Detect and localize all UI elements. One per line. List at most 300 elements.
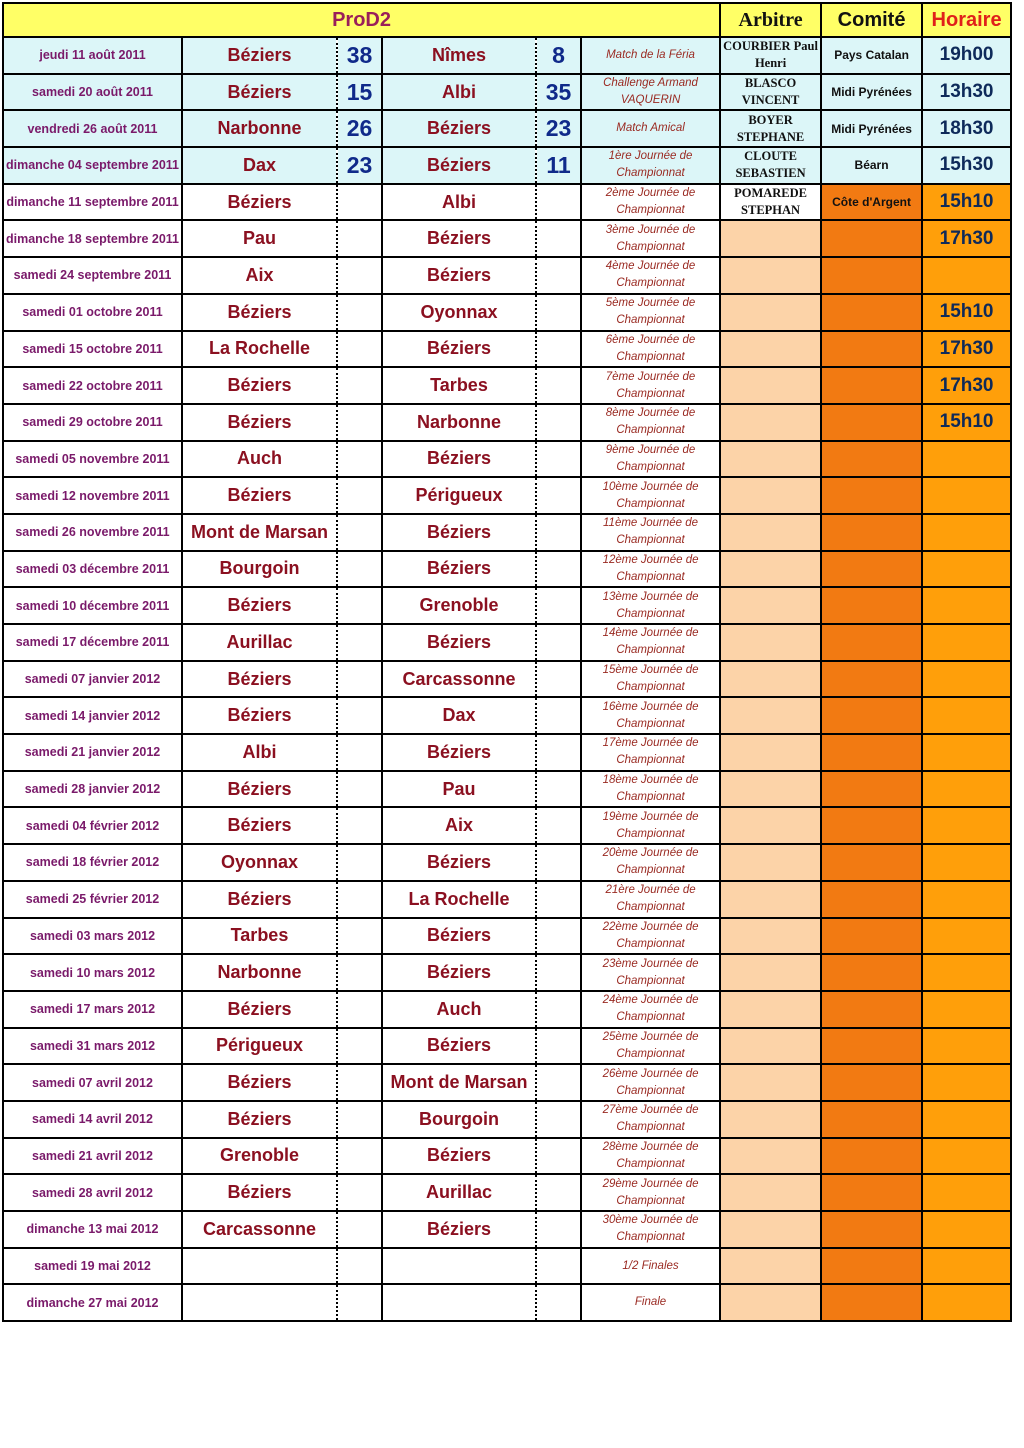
table-row bbox=[3, 257, 1011, 294]
home-score bbox=[337, 514, 382, 551]
match-event: Finale bbox=[581, 1284, 720, 1321]
home-team: La Rochelle bbox=[182, 331, 337, 368]
home-score bbox=[337, 918, 382, 955]
match-event: 13ème Journée de Championnat bbox=[581, 587, 720, 624]
arbitre-header: Arbitre bbox=[720, 3, 821, 37]
home-score: 23 bbox=[337, 147, 382, 184]
referee-name bbox=[720, 807, 821, 844]
comite-name: Béarn bbox=[821, 147, 922, 184]
match-event: 17ème Journée de Championnat bbox=[581, 734, 720, 771]
comite-name bbox=[821, 918, 922, 955]
home-team: Béziers bbox=[182, 404, 337, 441]
away-team: Aurillac bbox=[382, 1174, 536, 1211]
referee-name bbox=[720, 1284, 821, 1321]
away-score bbox=[536, 1064, 581, 1101]
match-date: samedi 17 décembre 2011 bbox=[3, 624, 182, 661]
table-row bbox=[3, 1101, 1011, 1138]
home-team: Béziers bbox=[182, 991, 337, 1028]
referee-name bbox=[720, 1064, 821, 1101]
match-date: samedi 10 mars 2012 bbox=[3, 954, 182, 991]
match-event: 1/2 Finales bbox=[581, 1248, 720, 1285]
table-row bbox=[3, 1211, 1011, 1248]
match-event: 30ème Journée de Championnat bbox=[581, 1211, 720, 1248]
match-date: samedi 07 avril 2012 bbox=[3, 1064, 182, 1101]
away-team: Béziers bbox=[382, 954, 536, 991]
kickoff-time bbox=[922, 477, 1011, 514]
match-event: 21ère Journée de Championnat bbox=[581, 881, 720, 918]
table-row bbox=[3, 1284, 1011, 1321]
away-score bbox=[536, 404, 581, 441]
comite-name bbox=[821, 331, 922, 368]
match-event: 14ème Journée de Championnat bbox=[581, 624, 720, 661]
match-date: vendredi 26 août 2011 bbox=[3, 110, 182, 147]
match-event: 12ème Journée de Championnat bbox=[581, 551, 720, 588]
table-row bbox=[3, 514, 1011, 551]
away-score: 35 bbox=[536, 74, 581, 111]
home-team: Pau bbox=[182, 220, 337, 257]
comite-name bbox=[821, 661, 922, 698]
match-event: 6ème Journée de Championnat bbox=[581, 331, 720, 368]
referee-name bbox=[720, 1248, 821, 1285]
table-row bbox=[3, 1028, 1011, 1065]
home-score bbox=[337, 1101, 382, 1138]
match-event: 3ème Journée de Championnat bbox=[581, 220, 720, 257]
away-team: Aix bbox=[382, 807, 536, 844]
referee-name: POMAREDE STEPHAN bbox=[720, 184, 821, 221]
home-team: Bourgoin bbox=[182, 551, 337, 588]
home-team: Grenoble bbox=[182, 1138, 337, 1175]
table-row bbox=[3, 404, 1011, 441]
home-team bbox=[182, 1284, 337, 1321]
referee-name bbox=[720, 918, 821, 955]
home-team: Béziers bbox=[182, 294, 337, 331]
referee-name bbox=[720, 220, 821, 257]
kickoff-time bbox=[922, 1248, 1011, 1285]
match-date: samedi 03 décembre 2011 bbox=[3, 551, 182, 588]
home-team: Béziers bbox=[182, 1064, 337, 1101]
referee-name bbox=[720, 1211, 821, 1248]
comite-name bbox=[821, 441, 922, 478]
home-team: Béziers bbox=[182, 587, 337, 624]
kickoff-time: 15h10 bbox=[922, 294, 1011, 331]
comite-name bbox=[821, 991, 922, 1028]
match-date: samedi 25 février 2012 bbox=[3, 881, 182, 918]
home-score bbox=[337, 624, 382, 661]
referee-name bbox=[720, 257, 821, 294]
match-date: samedi 03 mars 2012 bbox=[3, 918, 182, 955]
away-score bbox=[536, 1248, 581, 1285]
match-event: 28ème Journée de Championnat bbox=[581, 1138, 720, 1175]
referee-name bbox=[720, 1138, 821, 1175]
away-score bbox=[536, 294, 581, 331]
away-score: 8 bbox=[536, 37, 581, 74]
kickoff-time bbox=[922, 1174, 1011, 1211]
kickoff-time bbox=[922, 1101, 1011, 1138]
referee-name bbox=[720, 404, 821, 441]
kickoff-time bbox=[922, 918, 1011, 955]
home-team: Tarbes bbox=[182, 918, 337, 955]
match-event: 1ère Journée de Championnat bbox=[581, 147, 720, 184]
kickoff-time bbox=[922, 1211, 1011, 1248]
table-row bbox=[3, 771, 1011, 808]
home-team: Béziers bbox=[182, 697, 337, 734]
match-event: 24ème Journée de Championnat bbox=[581, 991, 720, 1028]
kickoff-time: 15h10 bbox=[922, 404, 1011, 441]
home-score bbox=[337, 220, 382, 257]
comite-name bbox=[821, 1284, 922, 1321]
match-date: dimanche 18 septembre 2011 bbox=[3, 220, 182, 257]
comite-name: Midi Pyrénées bbox=[821, 110, 922, 147]
table-row bbox=[3, 110, 1011, 147]
kickoff-time bbox=[922, 734, 1011, 771]
away-team: Béziers bbox=[382, 734, 536, 771]
away-score bbox=[536, 441, 581, 478]
table-row bbox=[3, 220, 1011, 257]
comite-name: Midi Pyrénées bbox=[821, 74, 922, 111]
home-team: Béziers bbox=[182, 74, 337, 111]
referee-name bbox=[720, 1028, 821, 1065]
kickoff-time bbox=[922, 624, 1011, 661]
table-row bbox=[3, 477, 1011, 514]
referee-name bbox=[720, 1174, 821, 1211]
comite-name bbox=[821, 697, 922, 734]
home-team: Oyonnax bbox=[182, 844, 337, 881]
kickoff-time bbox=[922, 954, 1011, 991]
referee-name bbox=[720, 734, 821, 771]
away-team: Narbonne bbox=[382, 404, 536, 441]
kickoff-time bbox=[922, 1064, 1011, 1101]
referee-name bbox=[720, 697, 821, 734]
home-score bbox=[337, 1028, 382, 1065]
home-score bbox=[337, 1248, 382, 1285]
kickoff-time bbox=[922, 551, 1011, 588]
home-score bbox=[337, 587, 382, 624]
table-row bbox=[3, 37, 1011, 74]
home-team bbox=[182, 1248, 337, 1285]
match-event: Match de la Féria bbox=[581, 37, 720, 74]
home-team: Albi bbox=[182, 734, 337, 771]
match-event: 16ème Journée de Championnat bbox=[581, 697, 720, 734]
match-date: samedi 21 avril 2012 bbox=[3, 1138, 182, 1175]
comite-name bbox=[821, 1101, 922, 1138]
match-event: 5ème Journée de Championnat bbox=[581, 294, 720, 331]
match-date: samedi 19 mai 2012 bbox=[3, 1248, 182, 1285]
match-event: 18ème Journée de Championnat bbox=[581, 771, 720, 808]
away-team: Dax bbox=[382, 697, 536, 734]
home-score bbox=[337, 477, 382, 514]
away-team: Béziers bbox=[382, 441, 536, 478]
away-score bbox=[536, 918, 581, 955]
match-date: samedi 01 octobre 2011 bbox=[3, 294, 182, 331]
away-score bbox=[536, 587, 581, 624]
kickoff-time: 19h00 bbox=[922, 37, 1011, 74]
header-row bbox=[3, 3, 1011, 37]
kickoff-time: 17h30 bbox=[922, 220, 1011, 257]
table-row bbox=[3, 367, 1011, 404]
match-date: samedi 26 novembre 2011 bbox=[3, 514, 182, 551]
home-score bbox=[337, 404, 382, 441]
home-score bbox=[337, 1138, 382, 1175]
away-score bbox=[536, 551, 581, 588]
away-team: Oyonnax bbox=[382, 294, 536, 331]
kickoff-time bbox=[922, 1138, 1011, 1175]
comite-header: Comité bbox=[821, 3, 922, 37]
table-row bbox=[3, 991, 1011, 1028]
table-row bbox=[3, 661, 1011, 698]
match-event: 29ème Journée de Championnat bbox=[581, 1174, 720, 1211]
kickoff-time bbox=[922, 881, 1011, 918]
home-team: Béziers bbox=[182, 807, 337, 844]
referee-name bbox=[720, 1101, 821, 1138]
away-team bbox=[382, 1248, 536, 1285]
away-score bbox=[536, 1174, 581, 1211]
match-date: samedi 22 octobre 2011 bbox=[3, 367, 182, 404]
comite-name: Côte d'Argent bbox=[821, 184, 922, 221]
kickoff-time bbox=[922, 844, 1011, 881]
home-team: Béziers bbox=[182, 367, 337, 404]
home-score bbox=[337, 184, 382, 221]
kickoff-time bbox=[922, 1028, 1011, 1065]
match-date: samedi 21 janvier 2012 bbox=[3, 734, 182, 771]
comite-name bbox=[821, 954, 922, 991]
home-score bbox=[337, 294, 382, 331]
match-date: samedi 29 octobre 2011 bbox=[3, 404, 182, 441]
comite-name bbox=[821, 220, 922, 257]
away-team: Tarbes bbox=[382, 367, 536, 404]
referee-name bbox=[720, 477, 821, 514]
comite-name bbox=[821, 514, 922, 551]
home-score: 38 bbox=[337, 37, 382, 74]
away-team: Béziers bbox=[382, 1211, 536, 1248]
match-date: samedi 20 août 2011 bbox=[3, 74, 182, 111]
referee-name bbox=[720, 771, 821, 808]
home-team: Aurillac bbox=[182, 624, 337, 661]
away-score bbox=[536, 697, 581, 734]
referee-name bbox=[720, 587, 821, 624]
away-team: Carcassonne bbox=[382, 661, 536, 698]
home-score bbox=[337, 661, 382, 698]
away-score bbox=[536, 844, 581, 881]
away-score bbox=[536, 367, 581, 404]
home-team: Béziers bbox=[182, 37, 337, 74]
home-team: Béziers bbox=[182, 771, 337, 808]
match-event: 8ème Journée de Championnat bbox=[581, 404, 720, 441]
comite-name bbox=[821, 367, 922, 404]
home-team: Dax bbox=[182, 147, 337, 184]
match-event: 11ème Journée de Championnat bbox=[581, 514, 720, 551]
home-score bbox=[337, 367, 382, 404]
match-event: Match Amical bbox=[581, 110, 720, 147]
home-team: Aix bbox=[182, 257, 337, 294]
home-team: Béziers bbox=[182, 661, 337, 698]
away-team: Pau bbox=[382, 771, 536, 808]
match-date: samedi 31 mars 2012 bbox=[3, 1028, 182, 1065]
table-row bbox=[3, 184, 1011, 221]
away-team: Béziers bbox=[382, 1138, 536, 1175]
home-score bbox=[337, 1064, 382, 1101]
table-row bbox=[3, 1174, 1011, 1211]
home-team: Mont de Marsan bbox=[182, 514, 337, 551]
away-team: Béziers bbox=[382, 220, 536, 257]
away-score bbox=[536, 771, 581, 808]
comite-name bbox=[821, 551, 922, 588]
away-team: Béziers bbox=[382, 257, 536, 294]
home-team: Périgueux bbox=[182, 1028, 337, 1065]
home-score bbox=[337, 257, 382, 294]
match-date: samedi 28 avril 2012 bbox=[3, 1174, 182, 1211]
table-row bbox=[3, 734, 1011, 771]
comite-name bbox=[821, 477, 922, 514]
referee-name bbox=[720, 991, 821, 1028]
referee-name: BLASCO VINCENT bbox=[720, 74, 821, 111]
match-event: 9ème Journée de Championnat bbox=[581, 441, 720, 478]
comite-name bbox=[821, 734, 922, 771]
match-date: samedi 15 octobre 2011 bbox=[3, 331, 182, 368]
away-score bbox=[536, 257, 581, 294]
kickoff-time: 13h30 bbox=[922, 74, 1011, 111]
away-score bbox=[536, 514, 581, 551]
match-date: samedi 17 mars 2012 bbox=[3, 991, 182, 1028]
referee-name bbox=[720, 844, 821, 881]
away-team: Périgueux bbox=[382, 477, 536, 514]
away-score bbox=[536, 1028, 581, 1065]
away-score bbox=[536, 477, 581, 514]
kickoff-time bbox=[922, 771, 1011, 808]
referee-name bbox=[720, 881, 821, 918]
match-date: samedi 28 janvier 2012 bbox=[3, 771, 182, 808]
table-row bbox=[3, 74, 1011, 111]
match-event: 25ème Journée de Championnat bbox=[581, 1028, 720, 1065]
comite-name bbox=[821, 294, 922, 331]
match-date: samedi 12 novembre 2011 bbox=[3, 477, 182, 514]
table-row bbox=[3, 881, 1011, 918]
away-team: Nîmes bbox=[382, 37, 536, 74]
away-team: Béziers bbox=[382, 110, 536, 147]
comite-name bbox=[821, 624, 922, 661]
match-event: 10ème Journée de Championnat bbox=[581, 477, 720, 514]
match-date: dimanche 11 septembre 2011 bbox=[3, 184, 182, 221]
match-date: samedi 14 avril 2012 bbox=[3, 1101, 182, 1138]
table-row bbox=[3, 294, 1011, 331]
referee-name bbox=[720, 367, 821, 404]
referee-name bbox=[720, 624, 821, 661]
home-score: 26 bbox=[337, 110, 382, 147]
comite-name bbox=[821, 807, 922, 844]
match-event: 15ème Journée de Championnat bbox=[581, 661, 720, 698]
away-score bbox=[536, 1211, 581, 1248]
away-team: Béziers bbox=[382, 624, 536, 661]
home-score bbox=[337, 771, 382, 808]
kickoff-time bbox=[922, 514, 1011, 551]
home-score bbox=[337, 331, 382, 368]
table-row bbox=[3, 954, 1011, 991]
comite-name bbox=[821, 587, 922, 624]
horaire-header: Horaire bbox=[922, 3, 1011, 37]
kickoff-time bbox=[922, 697, 1011, 734]
home-team: Béziers bbox=[182, 184, 337, 221]
table-row bbox=[3, 1064, 1011, 1101]
table-row bbox=[3, 624, 1011, 661]
match-date: samedi 05 novembre 2011 bbox=[3, 441, 182, 478]
comite-name: Pays Catalan bbox=[821, 37, 922, 74]
away-score bbox=[536, 1284, 581, 1321]
referee-name bbox=[720, 441, 821, 478]
table-row bbox=[3, 697, 1011, 734]
table-row bbox=[3, 551, 1011, 588]
match-date: jeudi 11 août 2011 bbox=[3, 37, 182, 74]
match-event: 2ème Journée de Championnat bbox=[581, 184, 720, 221]
referee-name: CLOUTE SEBASTIEN bbox=[720, 147, 821, 184]
kickoff-time: 15h10 bbox=[922, 184, 1011, 221]
match-date: samedi 18 février 2012 bbox=[3, 844, 182, 881]
away-team: Béziers bbox=[382, 331, 536, 368]
away-team: Auch bbox=[382, 991, 536, 1028]
home-team: Béziers bbox=[182, 1174, 337, 1211]
kickoff-time bbox=[922, 991, 1011, 1028]
comite-name bbox=[821, 881, 922, 918]
away-team: Albi bbox=[382, 74, 536, 111]
comite-name bbox=[821, 1174, 922, 1211]
comite-name bbox=[821, 404, 922, 441]
comite-name bbox=[821, 1028, 922, 1065]
comite-name bbox=[821, 1064, 922, 1101]
referee-name bbox=[720, 551, 821, 588]
table-row bbox=[3, 331, 1011, 368]
away-team: Béziers bbox=[382, 844, 536, 881]
match-date: samedi 10 décembre 2011 bbox=[3, 587, 182, 624]
referee-name: BOYER STEPHANE bbox=[720, 110, 821, 147]
match-date: dimanche 04 septembre 2011 bbox=[3, 147, 182, 184]
match-date: dimanche 27 mai 2012 bbox=[3, 1284, 182, 1321]
match-date: samedi 14 janvier 2012 bbox=[3, 697, 182, 734]
match-event: 4ème Journée de Championnat bbox=[581, 257, 720, 294]
away-team: Béziers bbox=[382, 514, 536, 551]
away-team bbox=[382, 1284, 536, 1321]
referee-name bbox=[720, 661, 821, 698]
kickoff-time: 17h30 bbox=[922, 331, 1011, 368]
away-score bbox=[536, 807, 581, 844]
home-team: Béziers bbox=[182, 881, 337, 918]
away-team: Béziers bbox=[382, 918, 536, 955]
home-team: Carcassonne bbox=[182, 1211, 337, 1248]
comite-name bbox=[821, 844, 922, 881]
match-event: 7ème Journée de Championnat bbox=[581, 367, 720, 404]
schedule-table bbox=[2, 2, 1012, 1322]
home-team: Béziers bbox=[182, 477, 337, 514]
table-row bbox=[3, 1138, 1011, 1175]
home-score bbox=[337, 697, 382, 734]
referee-name bbox=[720, 954, 821, 991]
away-score bbox=[536, 1138, 581, 1175]
table-row bbox=[3, 587, 1011, 624]
match-event: 20ème Journée de Championnat bbox=[581, 844, 720, 881]
match-event: 26ème Journée de Championnat bbox=[581, 1064, 720, 1101]
home-score bbox=[337, 551, 382, 588]
away-score bbox=[536, 184, 581, 221]
referee-name bbox=[720, 514, 821, 551]
referee-name: COURBIER Paul Henri bbox=[720, 37, 821, 74]
kickoff-time: 17h30 bbox=[922, 367, 1011, 404]
match-event: Challenge Armand VAQUERIN bbox=[581, 74, 720, 111]
match-event: 22ème Journée de Championnat bbox=[581, 918, 720, 955]
match-event: 27ème Journée de Championnat bbox=[581, 1101, 720, 1138]
kickoff-time bbox=[922, 257, 1011, 294]
comite-name bbox=[821, 257, 922, 294]
kickoff-time bbox=[922, 807, 1011, 844]
comite-name bbox=[821, 1248, 922, 1285]
kickoff-time bbox=[922, 661, 1011, 698]
away-team: Bourgoin bbox=[382, 1101, 536, 1138]
